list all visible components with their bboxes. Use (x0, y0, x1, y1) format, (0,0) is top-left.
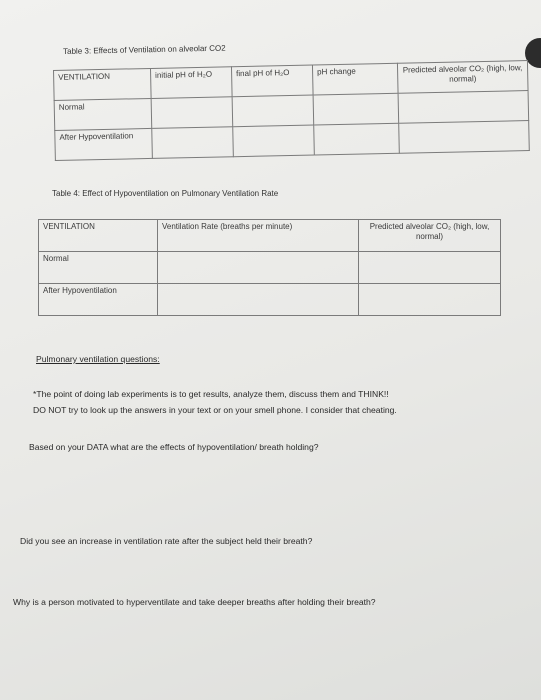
table4-cell[interactable] (359, 284, 501, 316)
table3-cell[interactable] (398, 91, 529, 124)
table3-header-final-ph: final pH of H₂O (231, 65, 313, 97)
instruction-line-2: DO NOT try to look up the answers in your text or on your smell phone. I consider that cheating. (33, 405, 397, 415)
table3-cell[interactable] (313, 93, 399, 125)
table3-cell[interactable] (232, 95, 314, 127)
table4-row-normal: Normal (39, 252, 158, 284)
table4-row-after-hypoventilation: After Hypoventilation (39, 284, 158, 316)
instruction-line-1: *The point of doing lab experiments is to get results, analyze them, discuss them and THINK!! (33, 389, 389, 399)
questions-heading: Pulmonary ventilation questions: (36, 354, 160, 364)
table3-cell[interactable] (233, 125, 315, 157)
table3-cell[interactable] (314, 123, 400, 155)
table4-cell[interactable] (359, 252, 501, 284)
table3 (53, 60, 530, 161)
table3-header-ph-change: pH change (312, 63, 398, 95)
table3-header-initial-ph: initial pH of H₂O (150, 67, 232, 99)
table3-cell[interactable] (152, 127, 234, 159)
table3-row-normal: Normal (54, 98, 152, 130)
table4-caption: Table 4: Effect of Hypoventilation on Pulmonary Ventilation Rate (52, 189, 279, 198)
table3-cell[interactable] (151, 97, 233, 129)
table4-header-ventilation: VENTILATION (39, 220, 158, 252)
table4-header-ventilation-rate: Ventilation Rate (breaths per minute) (158, 220, 359, 252)
table4 (38, 219, 501, 316)
table3-caption: Table 3: Effects of Ventilation on alveolar CO2 (63, 43, 226, 56)
table4-header-predicted-co2: Predicted alveolar CO₂ (high, low, normal) (359, 220, 501, 252)
question-2: Did you see an increase in ventilation rate after the subject held their breath? (20, 536, 313, 546)
table-row (39, 252, 501, 284)
table4-cell[interactable] (158, 252, 359, 284)
table3-header-predicted-co2: Predicted alveolar CO₂ (high, low, normal) (397, 61, 528, 94)
table3-row-after-hypoventilation: After Hypoventilation (55, 128, 153, 160)
table3-cell[interactable] (399, 121, 530, 154)
table3-header-ventilation: VENTILATION (54, 68, 152, 100)
table4-cell[interactable] (158, 284, 359, 316)
question-3: Why is a person motivated to hyperventilate and take deeper breaths after holding their breath? (13, 597, 376, 607)
table4-header-row (39, 220, 501, 252)
table-row (39, 284, 501, 316)
question-1: Based on your DATA what are the effects of hypoventilation/ breath holding? (29, 442, 319, 452)
